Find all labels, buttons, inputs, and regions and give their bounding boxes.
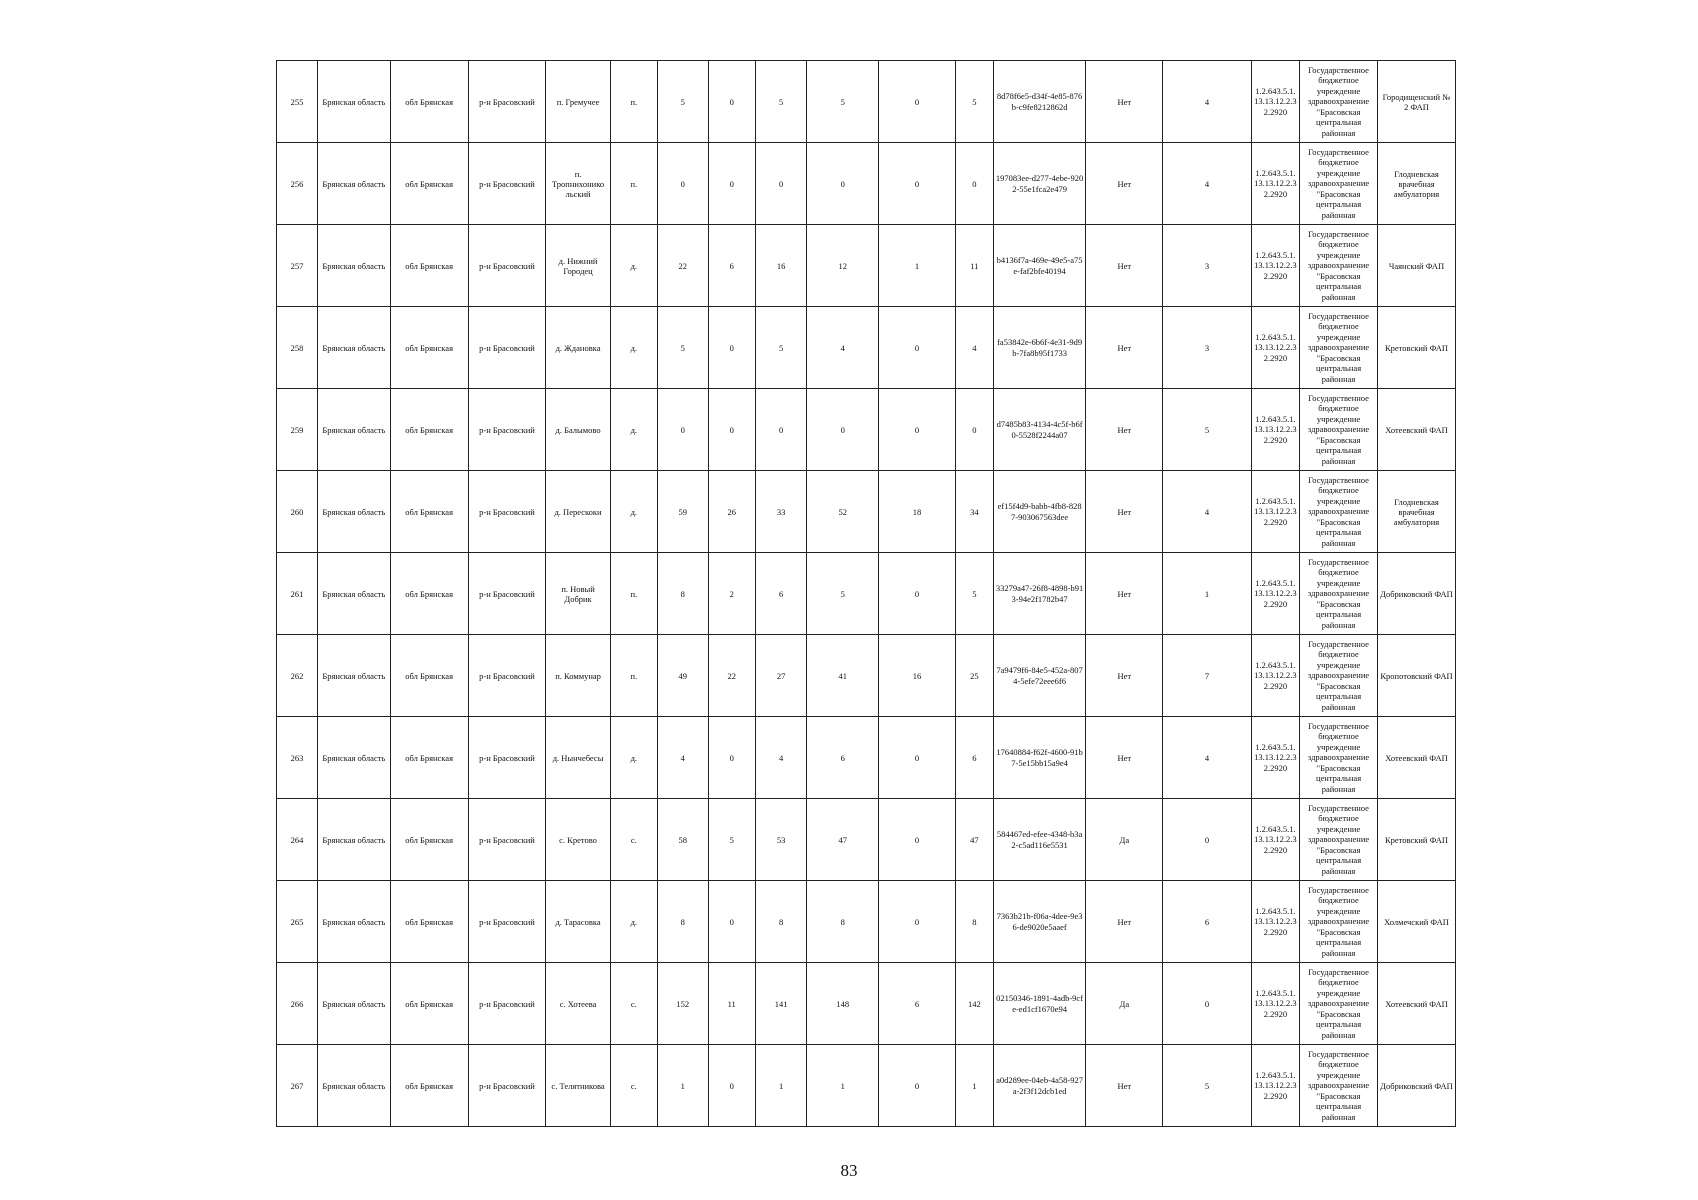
locality-type-cell: с. bbox=[610, 963, 657, 1045]
category-cell: 5 bbox=[1163, 389, 1251, 471]
oid-cell: 1.2.643.5.1.13.13.12.2.32.2920 bbox=[1251, 225, 1299, 307]
count-cell-3: 16 bbox=[755, 225, 807, 307]
count-cell-2: 0 bbox=[708, 307, 755, 389]
region-cell: Брянская область bbox=[318, 553, 391, 635]
count-cell-5: 0 bbox=[879, 553, 956, 635]
table-row bbox=[277, 799, 1456, 881]
locality-cell: п. Новый Добрик bbox=[546, 553, 610, 635]
locality-type-cell: д. bbox=[610, 471, 657, 553]
facility-cell: Добриковский ФАП bbox=[1377, 1045, 1455, 1127]
organization-cell: Государственное бюджетное учреждение здравоохранение "Брасовская центральная районная bbox=[1300, 881, 1378, 963]
row-number-cell: 262 bbox=[277, 635, 318, 717]
region-cell: Брянская область bbox=[318, 717, 391, 799]
region-cell: Брянская область bbox=[318, 635, 391, 717]
district-cell: р-н Брасовский bbox=[468, 553, 546, 635]
category-cell: 5 bbox=[1163, 1045, 1251, 1127]
count-cell-6: 25 bbox=[955, 635, 993, 717]
count-cell-3: 1 bbox=[755, 1045, 807, 1127]
count-cell-4: 4 bbox=[807, 307, 879, 389]
locality-cell: п. Гремучее bbox=[546, 61, 610, 143]
count-cell-4: 148 bbox=[807, 963, 879, 1045]
count-cell-6: 47 bbox=[955, 799, 993, 881]
count-cell-5: 0 bbox=[879, 799, 956, 881]
district-cell: р-н Брасовский bbox=[468, 143, 546, 225]
flag-cell: Нет bbox=[1086, 881, 1163, 963]
count-cell-6: 142 bbox=[955, 963, 993, 1045]
row-number-cell: 258 bbox=[277, 307, 318, 389]
count-cell-5: 0 bbox=[879, 881, 956, 963]
count-cell-2: 11 bbox=[708, 963, 755, 1045]
facility-cell: Холмечский ФАП bbox=[1377, 881, 1455, 963]
count-cell-1: 0 bbox=[658, 143, 709, 225]
district-cell: р-н Брасовский bbox=[468, 225, 546, 307]
count-cell-6: 34 bbox=[955, 471, 993, 553]
category-cell: 4 bbox=[1163, 61, 1251, 143]
organization-cell: Государственное бюджетное учреждение здравоохранение "Брасовская центральная районная bbox=[1300, 553, 1378, 635]
count-cell-5: 0 bbox=[879, 143, 956, 225]
oid-cell: 1.2.643.5.1.13.13.12.2.32.2920 bbox=[1251, 635, 1299, 717]
locality-cell: д. Тарасовка bbox=[546, 881, 610, 963]
district-cell: р-н Брасовский bbox=[468, 881, 546, 963]
guid-cell: 197083ee-d277-4ebe-9202-55e1fca2e479 bbox=[993, 143, 1086, 225]
district-cell: р-н Брасовский bbox=[468, 389, 546, 471]
table-row bbox=[277, 963, 1456, 1045]
locality-cell: д. Нижний Городец bbox=[546, 225, 610, 307]
table-row bbox=[277, 553, 1456, 635]
oid-cell: 1.2.643.5.1.13.13.12.2.32.2920 bbox=[1251, 717, 1299, 799]
facility-cell: Кропотовский ФАП bbox=[1377, 635, 1455, 717]
count-cell-6: 11 bbox=[955, 225, 993, 307]
count-cell-4: 0 bbox=[807, 389, 879, 471]
count-cell-5: 1 bbox=[879, 225, 956, 307]
count-cell-3: 8 bbox=[755, 881, 807, 963]
table-row bbox=[277, 143, 1456, 225]
count-cell-3: 5 bbox=[755, 307, 807, 389]
oid-cell: 1.2.643.5.1.13.13.12.2.32.2920 bbox=[1251, 799, 1299, 881]
facility-cell: Глодневская врачебная амбулатория bbox=[1377, 143, 1455, 225]
count-cell-4: 52 bbox=[807, 471, 879, 553]
table-row bbox=[277, 717, 1456, 799]
count-cell-2: 0 bbox=[708, 881, 755, 963]
row-number-cell: 264 bbox=[277, 799, 318, 881]
count-cell-2: 0 bbox=[708, 717, 755, 799]
category-cell: 3 bbox=[1163, 307, 1251, 389]
locality-cell: п. Коммунар bbox=[546, 635, 610, 717]
row-number-cell: 257 bbox=[277, 225, 318, 307]
count-cell-2: 2 bbox=[708, 553, 755, 635]
count-cell-5: 0 bbox=[879, 1045, 956, 1127]
count-cell-3: 4 bbox=[755, 717, 807, 799]
count-cell-5: 0 bbox=[879, 307, 956, 389]
district-cell: р-н Брасовский bbox=[468, 1045, 546, 1127]
table-row bbox=[277, 471, 1456, 553]
count-cell-1: 5 bbox=[658, 61, 709, 143]
flag-cell: Нет bbox=[1086, 553, 1163, 635]
count-cell-5: 0 bbox=[879, 61, 956, 143]
count-cell-4: 0 bbox=[807, 143, 879, 225]
flag-cell: Нет bbox=[1086, 1045, 1163, 1127]
row-number-cell: 256 bbox=[277, 143, 318, 225]
flag-cell: Нет bbox=[1086, 635, 1163, 717]
organization-cell: Государственное бюджетное учреждение здравоохранение "Брасовская центральная районная bbox=[1300, 143, 1378, 225]
category-cell: 0 bbox=[1163, 799, 1251, 881]
facility-cell: Хотеевский ФАП bbox=[1377, 963, 1455, 1045]
row-number-cell: 259 bbox=[277, 389, 318, 471]
oblast-cell: обл Брянская bbox=[390, 471, 468, 553]
count-cell-6: 0 bbox=[955, 389, 993, 471]
oblast-cell: обл Брянская bbox=[390, 553, 468, 635]
locality-type-cell: д. bbox=[610, 307, 657, 389]
category-cell: 0 bbox=[1163, 963, 1251, 1045]
category-cell: 4 bbox=[1163, 471, 1251, 553]
locality-cell: с. Телятникова bbox=[546, 1045, 610, 1127]
count-cell-2: 0 bbox=[708, 61, 755, 143]
count-cell-3: 5 bbox=[755, 61, 807, 143]
guid-cell: 33279a47-26f8-4898-b913-94e2f1782b47 bbox=[993, 553, 1086, 635]
flag-cell: Нет bbox=[1086, 389, 1163, 471]
facility-cell: Хотеевский ФАП bbox=[1377, 717, 1455, 799]
locality-cell: д. Ждановка bbox=[546, 307, 610, 389]
region-cell: Брянская область bbox=[318, 799, 391, 881]
oid-cell: 1.2.643.5.1.13.13.12.2.32.2920 bbox=[1251, 963, 1299, 1045]
guid-cell: ef15f4d9-babb-4fb8-8287-903067563dee bbox=[993, 471, 1086, 553]
organization-cell: Государственное бюджетное учреждение здравоохранение "Брасовская центральная районная bbox=[1300, 635, 1378, 717]
count-cell-2: 26 bbox=[708, 471, 755, 553]
guid-cell: 17640884-f62f-4600-91b7-5e15bb15a9e4 bbox=[993, 717, 1086, 799]
table-row bbox=[277, 225, 1456, 307]
count-cell-2: 0 bbox=[708, 389, 755, 471]
organization-cell: Государственное бюджетное учреждение здравоохранение "Брасовская центральная районная bbox=[1300, 799, 1378, 881]
count-cell-6: 1 bbox=[955, 1045, 993, 1127]
count-cell-3: 0 bbox=[755, 389, 807, 471]
category-cell: 4 bbox=[1163, 143, 1251, 225]
oid-cell: 1.2.643.5.1.13.13.12.2.32.2920 bbox=[1251, 389, 1299, 471]
flag-cell: Нет bbox=[1086, 143, 1163, 225]
count-cell-4: 5 bbox=[807, 553, 879, 635]
count-cell-2: 6 bbox=[708, 225, 755, 307]
district-cell: р-н Брасовский bbox=[468, 799, 546, 881]
organization-cell: Государственное бюджетное учреждение здравоохранение "Брасовская центральная районная bbox=[1300, 61, 1378, 143]
locality-type-cell: д. bbox=[610, 225, 657, 307]
category-cell: 6 bbox=[1163, 881, 1251, 963]
oblast-cell: обл Брянская bbox=[390, 963, 468, 1045]
oid-cell: 1.2.643.5.1.13.13.12.2.32.2920 bbox=[1251, 471, 1299, 553]
count-cell-4: 12 bbox=[807, 225, 879, 307]
count-cell-4: 8 bbox=[807, 881, 879, 963]
district-cell: р-н Брасовский bbox=[468, 471, 546, 553]
count-cell-5: 18 bbox=[879, 471, 956, 553]
flag-cell: Нет bbox=[1086, 307, 1163, 389]
locality-cell: д. Нынчебесы bbox=[546, 717, 610, 799]
organization-cell: Государственное бюджетное учреждение здравоохранение "Брасовская центральная районная bbox=[1300, 963, 1378, 1045]
facility-cell: Чаянский ФАП bbox=[1377, 225, 1455, 307]
row-number-cell: 263 bbox=[277, 717, 318, 799]
row-number-cell: 265 bbox=[277, 881, 318, 963]
row-number-cell: 261 bbox=[277, 553, 318, 635]
locality-type-cell: д. bbox=[610, 717, 657, 799]
district-cell: р-н Брасовский bbox=[468, 717, 546, 799]
count-cell-1: 49 bbox=[658, 635, 709, 717]
table-row bbox=[277, 389, 1456, 471]
locality-type-cell: п. bbox=[610, 635, 657, 717]
row-number-cell: 255 bbox=[277, 61, 318, 143]
organization-cell: Государственное бюджетное учреждение здравоохранение "Брасовская центральная районная bbox=[1300, 307, 1378, 389]
guid-cell: a0d289ee-04eb-4a58-927a-2f3f12dcb1ed bbox=[993, 1045, 1086, 1127]
region-cell: Брянская область bbox=[318, 307, 391, 389]
count-cell-6: 4 bbox=[955, 307, 993, 389]
facility-cell: Городищенский № 2 ФАП bbox=[1377, 61, 1455, 143]
count-cell-5: 0 bbox=[879, 389, 956, 471]
oid-cell: 1.2.643.5.1.13.13.12.2.32.2920 bbox=[1251, 881, 1299, 963]
organization-cell: Государственное бюджетное учреждение здравоохранение "Брасовская центральная районная bbox=[1300, 717, 1378, 799]
organization-cell: Государственное бюджетное учреждение здравоохранение "Брасовская центральная районная bbox=[1300, 389, 1378, 471]
count-cell-4: 5 bbox=[807, 61, 879, 143]
count-cell-6: 5 bbox=[955, 553, 993, 635]
guid-cell: 7a9479f6-84e5-452a-8074-5efe72eee6f6 bbox=[993, 635, 1086, 717]
oblast-cell: обл Брянская bbox=[390, 881, 468, 963]
district-cell: р-н Брасовский bbox=[468, 635, 546, 717]
count-cell-3: 0 bbox=[755, 143, 807, 225]
oid-cell: 1.2.643.5.1.13.13.12.2.32.2920 bbox=[1251, 61, 1299, 143]
row-number-cell: 260 bbox=[277, 471, 318, 553]
facility-cell: Хотеевский ФАП bbox=[1377, 389, 1455, 471]
table-row bbox=[277, 635, 1456, 717]
table-body bbox=[277, 61, 1456, 1127]
row-number-cell: 267 bbox=[277, 1045, 318, 1127]
locality-cell: с. Хотеева bbox=[546, 963, 610, 1045]
oid-cell: 1.2.643.5.1.13.13.12.2.32.2920 bbox=[1251, 1045, 1299, 1127]
count-cell-6: 0 bbox=[955, 143, 993, 225]
flag-cell: Нет bbox=[1086, 717, 1163, 799]
flag-cell: Да bbox=[1086, 963, 1163, 1045]
count-cell-2: 5 bbox=[708, 799, 755, 881]
count-cell-1: 58 bbox=[658, 799, 709, 881]
count-cell-5: 0 bbox=[879, 717, 956, 799]
locality-cell: с. Кретово bbox=[546, 799, 610, 881]
region-cell: Брянская область bbox=[318, 1045, 391, 1127]
locality-type-cell: д. bbox=[610, 389, 657, 471]
guid-cell: 7363b21b-f06a-4dee-9e36-de9020e5aaef bbox=[993, 881, 1086, 963]
guid-cell: 584467ed-efee-4348-b3a2-c5ad116e5531 bbox=[993, 799, 1086, 881]
region-cell: Брянская область bbox=[318, 61, 391, 143]
oblast-cell: обл Брянская bbox=[390, 143, 468, 225]
locality-cell: д. Перескоки bbox=[546, 471, 610, 553]
count-cell-4: 47 bbox=[807, 799, 879, 881]
guid-cell: d7485b83-4134-4c5f-b6f0-5528f2244a07 bbox=[993, 389, 1086, 471]
table-row bbox=[277, 61, 1456, 143]
oid-cell: 1.2.643.5.1.13.13.12.2.32.2920 bbox=[1251, 553, 1299, 635]
oid-cell: 1.2.643.5.1.13.13.12.2.32.2920 bbox=[1251, 143, 1299, 225]
region-cell: Брянская область bbox=[318, 225, 391, 307]
oblast-cell: обл Брянская bbox=[390, 61, 468, 143]
flag-cell: Нет bbox=[1086, 225, 1163, 307]
locality-type-cell: с. bbox=[610, 1045, 657, 1127]
oblast-cell: обл Брянская bbox=[390, 635, 468, 717]
count-cell-6: 5 bbox=[955, 61, 993, 143]
oblast-cell: обл Брянская bbox=[390, 799, 468, 881]
locality-cell: д. Балымово bbox=[546, 389, 610, 471]
count-cell-2: 0 bbox=[708, 1045, 755, 1127]
guid-cell: 02150346-1891-4adb-9cfe-ed1cf1670e94 bbox=[993, 963, 1086, 1045]
count-cell-1: 22 bbox=[658, 225, 709, 307]
oblast-cell: обл Брянская bbox=[390, 225, 468, 307]
oblast-cell: обл Брянская bbox=[390, 307, 468, 389]
table-row bbox=[277, 1045, 1456, 1127]
count-cell-4: 41 bbox=[807, 635, 879, 717]
guid-cell: 8d78f6e5-d34f-4e85-876b-c9fe8212862d bbox=[993, 61, 1086, 143]
count-cell-3: 27 bbox=[755, 635, 807, 717]
region-cell: Брянская область bbox=[318, 389, 391, 471]
count-cell-3: 33 bbox=[755, 471, 807, 553]
region-cell: Брянская область bbox=[318, 143, 391, 225]
count-cell-1: 8 bbox=[658, 553, 709, 635]
facility-cell: Глодневская врачебная амбулатория bbox=[1377, 471, 1455, 553]
guid-cell: b4136f7a-469e-49e5-a75e-faf2bfe40194 bbox=[993, 225, 1086, 307]
locality-type-cell: п. bbox=[610, 143, 657, 225]
oblast-cell: обл Брянская bbox=[390, 717, 468, 799]
facility-cell: Добриковский ФАП bbox=[1377, 553, 1455, 635]
count-cell-2: 22 bbox=[708, 635, 755, 717]
count-cell-6: 6 bbox=[955, 717, 993, 799]
table-row bbox=[277, 881, 1456, 963]
count-cell-1: 1 bbox=[658, 1045, 709, 1127]
locality-type-cell: д. bbox=[610, 881, 657, 963]
count-cell-2: 0 bbox=[708, 143, 755, 225]
table-row bbox=[277, 307, 1456, 389]
settlements-table bbox=[276, 60, 1456, 1127]
locality-type-cell: п. bbox=[610, 61, 657, 143]
organization-cell: Государственное бюджетное учреждение здравоохранение "Брасовская центральная районная bbox=[1300, 225, 1378, 307]
count-cell-1: 0 bbox=[658, 389, 709, 471]
count-cell-1: 4 bbox=[658, 717, 709, 799]
organization-cell: Государственное бюджетное учреждение здравоохранение "Брасовская центральная районная bbox=[1300, 1045, 1378, 1127]
region-cell: Брянская область bbox=[318, 881, 391, 963]
oblast-cell: обл Брянская bbox=[390, 1045, 468, 1127]
region-cell: Брянская область bbox=[318, 471, 391, 553]
district-cell: р-н Брасовский bbox=[468, 307, 546, 389]
guid-cell: fa53842e-6b6f-4e31-9d9b-7fa8b95f1733 bbox=[993, 307, 1086, 389]
category-cell: 1 bbox=[1163, 553, 1251, 635]
category-cell: 4 bbox=[1163, 717, 1251, 799]
flag-cell: Нет bbox=[1086, 61, 1163, 143]
locality-type-cell: с. bbox=[610, 799, 657, 881]
count-cell-5: 6 bbox=[879, 963, 956, 1045]
count-cell-4: 1 bbox=[807, 1045, 879, 1127]
count-cell-5: 16 bbox=[879, 635, 956, 717]
locality-cell: п. Тропнихонико льский bbox=[546, 143, 610, 225]
region-cell: Брянская область bbox=[318, 963, 391, 1045]
count-cell-1: 59 bbox=[658, 471, 709, 553]
count-cell-3: 141 bbox=[755, 963, 807, 1045]
count-cell-1: 5 bbox=[658, 307, 709, 389]
category-cell: 3 bbox=[1163, 225, 1251, 307]
oblast-cell: обл Брянская bbox=[390, 389, 468, 471]
count-cell-4: 6 bbox=[807, 717, 879, 799]
count-cell-6: 8 bbox=[955, 881, 993, 963]
oid-cell: 1.2.643.5.1.13.13.12.2.32.2920 bbox=[1251, 307, 1299, 389]
category-cell: 7 bbox=[1163, 635, 1251, 717]
district-cell: р-н Брасовский bbox=[468, 963, 546, 1045]
facility-cell: Кретовский ФАП bbox=[1377, 307, 1455, 389]
row-number-cell: 266 bbox=[277, 963, 318, 1045]
facility-cell: Кретовский ФАП bbox=[1377, 799, 1455, 881]
organization-cell: Государственное бюджетное учреждение здравоохранение "Брасовская центральная районная bbox=[1300, 471, 1378, 553]
count-cell-3: 6 bbox=[755, 553, 807, 635]
count-cell-3: 53 bbox=[755, 799, 807, 881]
flag-cell: Нет bbox=[1086, 471, 1163, 553]
flag-cell: Да bbox=[1086, 799, 1163, 881]
locality-type-cell: п. bbox=[610, 553, 657, 635]
count-cell-1: 8 bbox=[658, 881, 709, 963]
count-cell-1: 152 bbox=[658, 963, 709, 1045]
page-number: 83 bbox=[840, 1161, 858, 1180]
district-cell: р-н Брасовский bbox=[468, 61, 546, 143]
